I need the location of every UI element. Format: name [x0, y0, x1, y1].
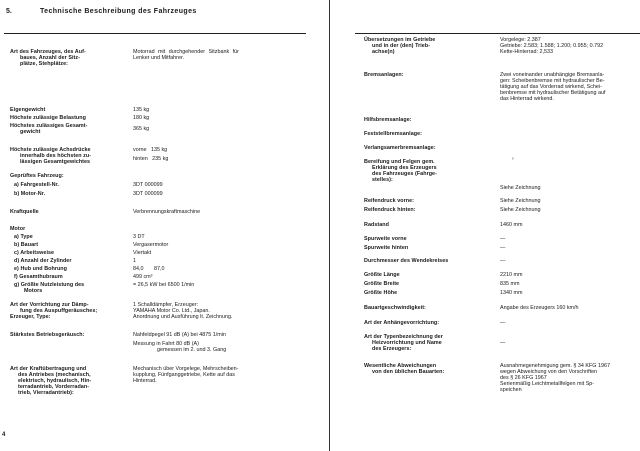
breite-label: Größte Breite [364, 281, 400, 287]
daempfung-label: fung des Auspuffgeräusches; [20, 308, 98, 314]
typenbezeichnung-label: des Erzeugers: [372, 346, 412, 352]
kraftquelle-label: Kraftquelle [10, 209, 39, 215]
eigengewicht-value: 135 kg [133, 107, 150, 113]
nutzleistung-label: Motors [24, 288, 43, 294]
hubraum-label: f) Gesamthubraum [14, 274, 63, 280]
kraftuebertragung-label: Art der Kraftübertragung und [10, 366, 87, 372]
bremsanlagen-value: benbremse mit hydraulischer Betätigung auf [500, 90, 606, 96]
kraftuebertragung-label: terradantrieb, Vorderradan- [18, 384, 90, 390]
uebersetzung-label: und in der (den) Trieb- [372, 43, 431, 49]
abweichungen-value: des § 26 KFG 1967 [500, 375, 547, 381]
bremsanlagen-value: tätigung auf das Vorderrad wirkend, Schei- [500, 84, 602, 90]
bremsanlagen-value: gen: Scheibenbremse mit hydraulischer Be- [500, 78, 605, 84]
spurweite-hinten-label: Spurweite hinten [364, 245, 409, 251]
hilfsbremse-label: Hilfsbremsanlage: [364, 117, 412, 123]
reifendruck-vorne-label: Reifendruck vorne: [364, 198, 415, 204]
achsdruck-vorne: vorne 135 kg [133, 147, 168, 153]
gesamtgewicht-value: 365 kg [133, 126, 150, 132]
hubraum-value: 499 cm³ [133, 274, 153, 280]
kraftuebertragung-value: Hinterrad. [133, 378, 157, 384]
art-label: baues, Anzahl der Sitz- [20, 55, 80, 61]
breite-value: 835 mm [500, 281, 520, 287]
geprueft-heading: Geprüftes Fahrzeug: [10, 173, 64, 179]
uebersetzung-value: Kette-Hinterrad: 2,533 [500, 49, 554, 55]
zylinder-label: d) Anzahl der Zylinder [14, 258, 72, 264]
daempfung-value: Anordnung und Ausführung lt. Zeichnung. [133, 314, 233, 320]
wendekreis-label: Durchmesser des Wendekreises [364, 258, 449, 264]
reifendruck-hinten-value: Siehe Zeichnung [500, 207, 541, 213]
typenbezeichnung-label: Heizvorrichtung und Name [372, 340, 442, 346]
page-title: Technische Beschreibung des Fahrzeuges [40, 8, 197, 15]
header-rule [4, 33, 306, 34]
page-number: 4 [2, 432, 6, 438]
wendekreis-value: — [500, 258, 506, 264]
nutzleistung-label: g) Größte Nutzleistung des [14, 282, 85, 288]
daempfung-label: Art der Vorrichtung zur Dämp- [10, 302, 89, 308]
bremsanlagen-value: das Hinterrad wirkend. [500, 96, 554, 102]
art-value: Lenker und Mitfahrer. [133, 55, 184, 61]
motor-nr-value: 3DT 000099 [133, 191, 163, 197]
motor-nr-label: b) Motor-Nr. [14, 191, 46, 197]
staerkstes-value: Nahfeldpegel 91 dB (A) bei 4875 1/min [133, 332, 226, 338]
bereifung-label: Erklärung des Erzeugers [372, 165, 437, 171]
fahrgestell-label: a) Fahrgestell-Nr. [14, 182, 59, 188]
hoehe-label: Größte Höhe [364, 290, 398, 296]
feststellbremse-label: Feststellbremsanlage: [364, 131, 422, 137]
reifendruck-hinten-label: Reifendruck hinten: [364, 207, 416, 213]
spurweite-vorne-value: — [500, 236, 506, 242]
fahrgestell-value: 3DT 000099 [133, 182, 163, 188]
zylinder-value: 1 [133, 258, 136, 264]
bremsanlagen-label: Bremsanlagen: [364, 72, 404, 78]
nutzleistung-value: = 26,5 kW bei 6500 1/min [133, 282, 195, 288]
bremsanlagen-value: Zwei voneinander unabhängige Bremsanla- [500, 72, 605, 78]
radstand-value: 1460 mm [500, 222, 523, 228]
bauart-label: b) Bauart [14, 242, 39, 248]
laenge-value: 2210 mm [500, 272, 523, 278]
achsdruck-label: Höchste zulässige Achsdrücke [10, 147, 91, 153]
abweichungen-value: Serienmäßig Leichtmetallfelgen mit Sp- [500, 381, 595, 387]
staerkstes-label: Stärkstes Betriebsgeräusch: [10, 332, 85, 338]
abweichungen-value: speichen [500, 387, 522, 393]
kraftuebertragung-label: trieb, Vierradantrieb): [18, 390, 74, 396]
arbeitsweise-label: c) Arbeitsweise [14, 250, 55, 256]
belastung-value: 180 kg [133, 115, 150, 121]
daempfung-label: Erzeuger, Type: [10, 314, 51, 320]
hub-label: e) Hub und Bohrung [14, 266, 67, 272]
kraftuebertragung-value: Mechanisch über Vorgelege, Mehrscheiben- [133, 366, 239, 372]
art-label: Art des Fahrzeuges, des Auf- [10, 49, 86, 55]
bereifung-label: Bereifung und Felgen gem. [364, 159, 435, 165]
motor-heading: Motor [10, 226, 26, 232]
hub-value: 84,0 87,0 [133, 266, 165, 272]
kraftuebertragung-label: elektrisch, hydraulisch, Hin- [18, 378, 92, 384]
achsdruck-label: innerhalb des höchsten zu- [20, 153, 92, 159]
section-number: 5. [6, 8, 12, 15]
typenbezeichnung-label: Art der Typenbezeichnung der [364, 334, 443, 340]
uebersetzung-label: achse(n) [372, 49, 395, 55]
header-rule [355, 33, 640, 34]
abweichungen-value: Ausnahmegenehmigung gem. § 34 KFG 1967 [500, 363, 610, 369]
hoehe-value: 1340 mm [500, 290, 523, 296]
achsdruck-hinten: hinten 235 kg [133, 156, 169, 162]
gesamtgewicht-label: Höchstes zulässiges Gesamt- [10, 123, 88, 129]
arbeitsweise-value: Viertakt [133, 250, 152, 256]
art-value: Motorrad mit durchgehender Sitzbank für [133, 49, 239, 55]
type-label: a) Type [14, 234, 33, 240]
abweichungen-label: von den üblichen Bauarten: [372, 369, 445, 375]
spurweite-vorne-label: Spurweite vorne [364, 236, 407, 242]
bauartgeschwindigkeit-label: Bauartgeschwindigkeit: [364, 305, 426, 311]
abweichungen-label: Wesentliche Abweichungen [364, 363, 437, 369]
bauartgeschwindigkeit-value: Angabe des Erzeugers 160 km/h [500, 305, 579, 311]
gesamtgewicht-label: gewicht [20, 129, 41, 135]
kraftuebertragung-label: des Antriebes (mechanisch, [18, 372, 91, 378]
staerkstes-value: gemessen im 2. und 3. Gang [157, 347, 227, 353]
verlangsamer-label: Verlangsamerbremsanlage: [364, 145, 436, 151]
kraftuebertragung-value: kupplung, Fünfganggetriebe, Kette auf das [133, 372, 235, 378]
staerkstes-value: Messung in Fahrt 80 dB (A) [133, 341, 199, 347]
laenge-label: Größte Länge [364, 272, 400, 278]
belastung-label: Höchste zulässige Belastung [10, 115, 86, 121]
uebersetzung-value: Vorgelege: 2.387 [500, 37, 541, 43]
bereifung-label: des Fahrzeuges (Fahrge- [372, 171, 437, 177]
achsdruck-label: lässigen Gesamtgewichtes [20, 159, 91, 165]
bauart-value: Vergasermotor [133, 242, 169, 248]
bereifung-value: Siehe Zeichnung [500, 185, 541, 191]
binding-fold [329, 0, 330, 451]
uebersetzung-label: Übersetzungen im Getriebe [364, 37, 436, 43]
type-value: 3 DT [133, 234, 145, 240]
kraftquelle-value: Verbrennungskraftmaschine [133, 209, 201, 215]
radstand-label: Radstand [364, 222, 389, 228]
typenbezeichnung-value: — [500, 340, 506, 346]
daempfung-value: YAMAHA Motor Co. Ltd., Japan. [133, 308, 210, 314]
abweichungen-value: wegen Abweichung von den Vorschriften [500, 369, 598, 375]
bereifung-label: stelles): [372, 177, 393, 183]
anhaengevorrichtung-label: Art der Anhängevorrichtung: [364, 320, 440, 326]
spurweite-hinten-value: — [500, 245, 506, 251]
art-label: plätze, Stehplätze: [20, 61, 68, 67]
uebersetzung-value: Getriebe: 2.583; 1.588; 1.200; 0.955; 0.792 [500, 43, 604, 49]
anhaengevorrichtung-value: — [500, 320, 506, 326]
reifendruck-vorne-value: Siehe Zeichnung [500, 198, 541, 204]
daempfung-value: 1 Schalldämpfer, Erzeuger: [133, 302, 199, 308]
eigengewicht-label: Eigengewicht [10, 107, 46, 113]
bereifung-mark: › [512, 156, 514, 162]
